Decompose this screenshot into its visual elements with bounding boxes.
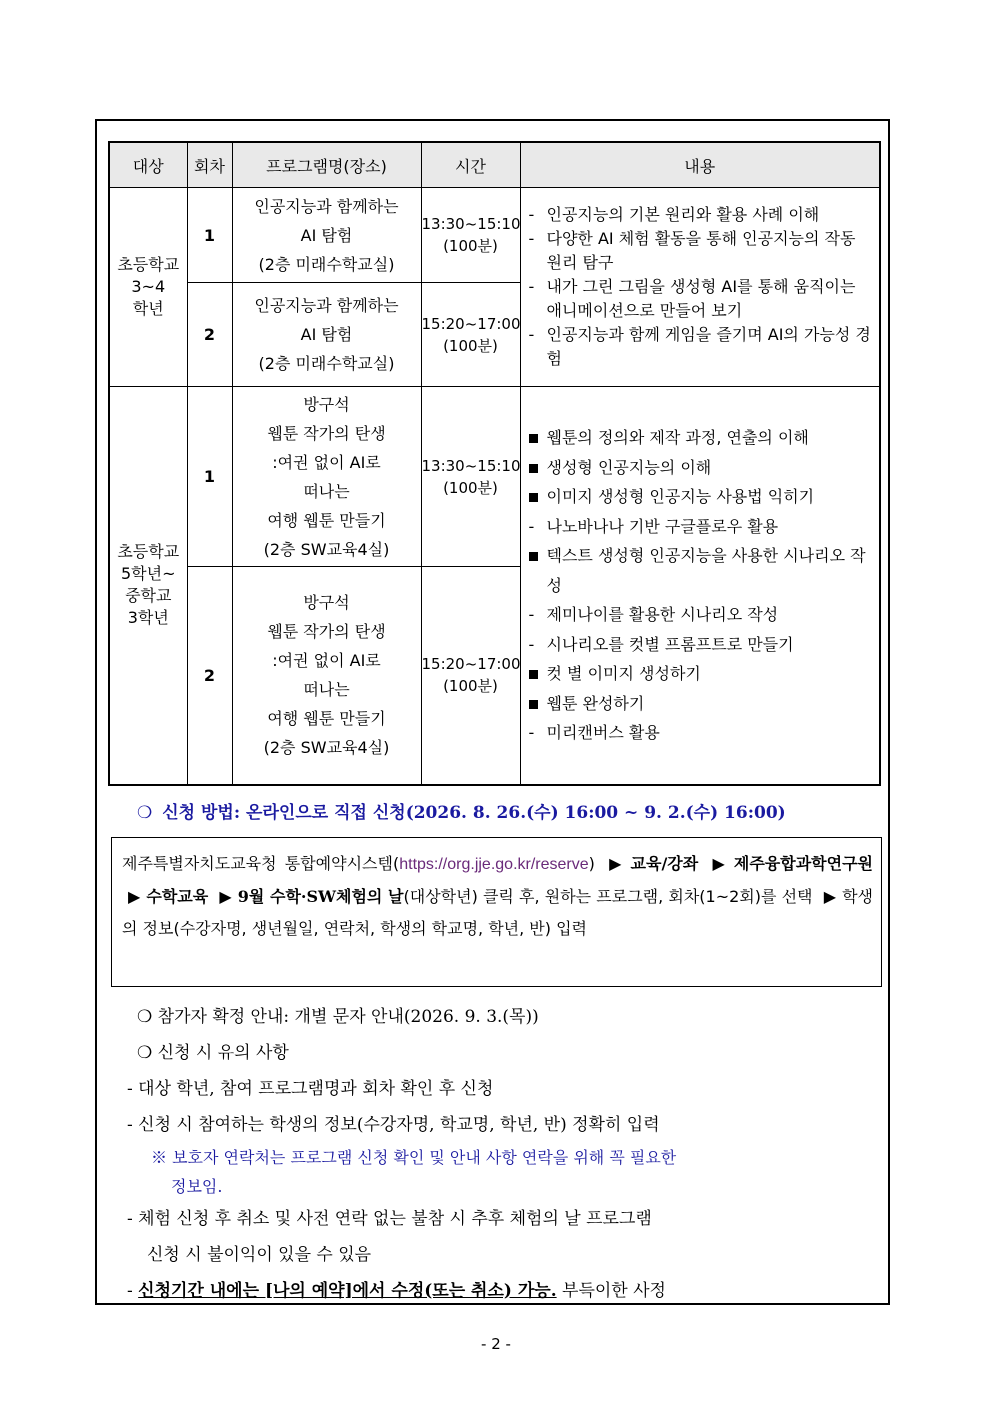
header-time: 시간: [421, 142, 520, 188]
header-target: 대상: [109, 142, 187, 188]
square-bullet-icon: [529, 464, 538, 473]
time-cell: 15:20~17:00 (100분): [421, 567, 520, 785]
reserve-link[interactable]: https://org.jje.go.kr/reserve: [399, 856, 589, 873]
warning-note: ※ 보호자 연락처는 프로그램 신청 확인 및 안내 사항 연락을 위해 꼭 필요한: [151, 1148, 677, 1167]
header-program: 프로그램명(장소): [232, 142, 421, 188]
confirm-notice: ❍ 참가자 확정 안내: 개별 문자 안내(2026. 9. 3.(목)): [137, 1007, 539, 1027]
program-cell: 인공지능과 함께하는 AI 탐험 (2층 미래수학교실): [232, 283, 421, 387]
program-cell: 방구석 웹툰 작가의 탄생 :여권 없이 AI로 떠나는 여행 웹툰 만들기 (2층 SW교육4실): [232, 567, 421, 785]
list-item: - 다양한 AI 체험 활동을 통해 인공지능의 작동 원리 탐구: [528, 229, 856, 272]
arrow-right-icon: ▶: [128, 887, 141, 906]
header-content: 내용: [520, 142, 880, 188]
caution-item-cont: 신청 시 불이익이 있을 수 있음: [147, 1245, 372, 1265]
arrow-right-icon: ▶: [823, 887, 837, 906]
document-frame: [95, 119, 890, 1305]
list-item: - 인공지능의 기본 원리와 활용 사례 이해: [528, 205, 820, 224]
square-bullet-icon: [529, 493, 538, 502]
caution-item: - 신청기간 내에는 [나의 예약]에서 수정(또는 취소) 가능. 부득이한 사정: [127, 1281, 666, 1301]
square-bullet-icon: [529, 434, 538, 443]
table-row: [109, 387, 880, 567]
time-cell: 13:30~15:10 (100분): [421, 188, 520, 283]
warning-note-cont: 정보임.: [171, 1177, 223, 1196]
caution-item: - 체험 신청 후 취소 및 사전 연락 없는 불참 시 추후 체험의 날 프로그램: [127, 1209, 652, 1229]
list-item: 웹툰 완성하기: [529, 689, 876, 719]
arrow-right-icon: ▶: [219, 887, 232, 906]
content-cell: [520, 188, 880, 387]
arrow-right-icon: ▶: [712, 854, 728, 873]
list-item: 생성형 인공지능의 이해: [529, 453, 876, 483]
program-cell: 방구석 웹툰 작가의 탄생 :여권 없이 AI로 떠나는 여행 웹툰 만들기 (2층 SW교육4실): [232, 387, 421, 567]
list-item: 컷 별 이미지 생성하기: [529, 659, 876, 689]
caution-title: ❍ 신청 시 유의 사항: [137, 1043, 289, 1063]
list-item: 텍스트 생성형 인공지능을 사용한 시나리오 작성: [529, 541, 876, 600]
session-number: 1: [187, 387, 232, 567]
arrow-right-icon: ▶: [609, 854, 625, 873]
session-number: 2: [187, 283, 232, 387]
notes-section: [127, 999, 883, 1305]
caution-item: - 대상 학년, 참여 프로그램명과 회차 확인 후 신청: [127, 1079, 494, 1099]
program-cell: 인공지능과 함께하는 AI 탐험 (2층 미래수학교실): [232, 188, 421, 283]
list-item: - 시나리오를 컷별 프롬프트로 만들기: [528, 634, 794, 654]
square-bullet-icon: [529, 552, 538, 561]
page-number: - 2 -: [481, 1335, 511, 1353]
application-steps-box: 제주특별자치도교육청 통합예약시스템(https://org.jje.go.kr/reserve) ▶ 교육/강좌 ▶ 제주융합과학연구원 ▶ 수학교육 ▶ 9월 수학·SW체험의 날(대상학년) 클릭 후, 원하는 프로그램, 회차(1~2회)를 선택 ▶ 학생의 정보(수강자명, 생년월일, 연락처, 학생의 학교명, 학년, 반) 입력: [111, 837, 882, 987]
application-method: ❍ 신청 방법: 온라인으로 직접 신청(2026. 8. 26.(수) 16:00 ~ 9. 2.(수) 16:00): [137, 803, 786, 823]
session-number: 1: [187, 188, 232, 283]
list-item: - 제미나이를 활용한 시나리오 작성: [528, 605, 779, 624]
list-item: - 미리캔버스 활용: [528, 723, 660, 742]
target-cell: 초등학교 5학년~ 중학교 3학년: [109, 387, 187, 785]
program-table: [108, 141, 881, 786]
table-row: [109, 188, 880, 283]
header-session: 회차: [187, 142, 232, 188]
list-item: 웹툰의 정의와 제작 과정, 연출의 이해: [529, 423, 876, 453]
square-bullet-icon: [529, 700, 538, 709]
list-item: - 인공지능과 함께 게임을 즐기며 AI의 가능성 경험: [528, 325, 871, 368]
square-bullet-icon: [529, 670, 538, 679]
content-cell: [520, 387, 880, 785]
list-item: - 나노바나나 기반 구글플로우 활용: [528, 516, 779, 536]
list-item: - 내가 그린 그림을 생성형 AI를 통해 움직이는 애니메이션으로 만들어 보기: [528, 277, 856, 320]
caution-item: - 신청 시 참여하는 학생의 정보(수강자명, 학교명, 학년, 반) 정확히 입력: [127, 1115, 660, 1135]
table-header-row: [109, 142, 880, 188]
time-cell: 13:30~15:10 (100분): [421, 387, 520, 567]
circle-bullet-icon: ❍: [137, 803, 153, 823]
list-item: 이미지 생성형 인공지능 사용법 익히기: [529, 482, 876, 512]
session-number: 2: [187, 567, 232, 785]
target-cell: 초등학교 3~4 학년: [109, 188, 187, 387]
time-cell: 15:20~17:00 (100분): [421, 283, 520, 387]
